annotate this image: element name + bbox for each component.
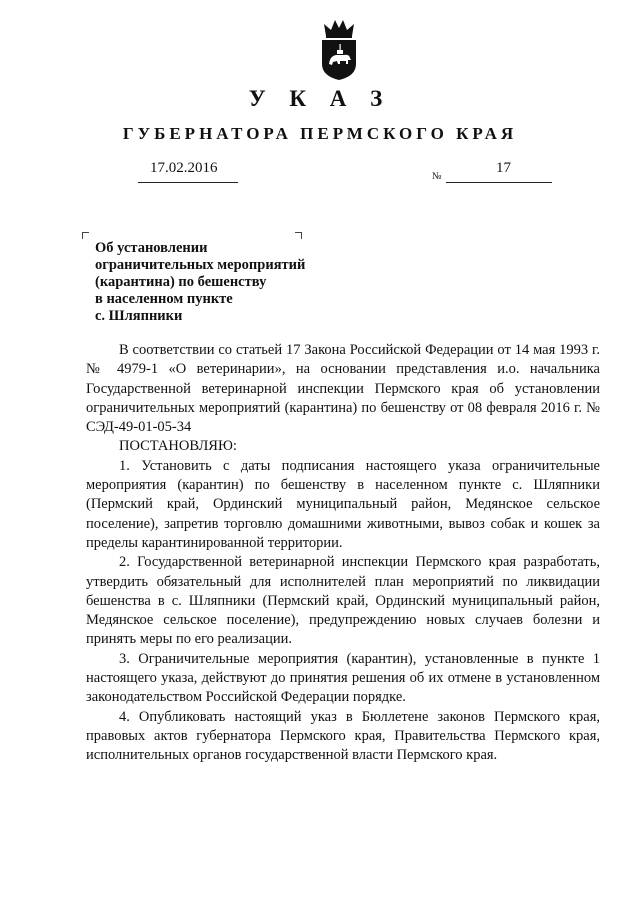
- perm-krai-coat-of-arms-icon: [318, 18, 360, 82]
- issuer-title: ГУБЕРНАТОРА ПЕРМСКОГО КРАЯ: [122, 124, 518, 143]
- preamble-paragraph: В соответствии со статьей 17 Закона Российской Федерации от 14 мая 1993 г. № 4979-1 «О ветеринарии», на основании представления и.о. начальника Государственной ветеринарной инспекции Пермского края об установлении ограничительных мероприятий (карантина) по бешенству от 08 февраля 2016 г. № СЭД-49-01-05-34: [86, 342, 600, 436]
- subject-line: ограничительных мероприятий: [95, 257, 306, 273]
- decree-item-1: 1. Установить с даты подписания настоящего указа ограничительные мероприятия (карантин) по бешенству в населенном пункте с. Шляпники (Пермский край, Ординский муниципальный район, Медянское сельское поселение), запретив торговлю домашними животными, вывоз собак и кошек за пределы карантинированной территории.: [86, 457, 600, 551]
- decree-body: [86, 341, 600, 766]
- number-label: №: [432, 171, 442, 182]
- subject-line: Об установлении: [95, 240, 208, 256]
- decree-item-4: 4. Опубликовать настоящий указ в Бюллетене законов Пермского края, правовых актов губернатора Пермского края, Правительства Пермского края, исполнительных органов государственной власти Пермского края.: [86, 708, 600, 764]
- decree-word: ПОСТАНОВЛЯЮ:: [119, 438, 237, 455]
- decree-item-3: 3. Ограничительные мероприятия (карантин), установленные в пункте 1 настоящего указа, действуют до принятия решения об их отмене в установленном законодательством Российской Федерации порядке.: [86, 650, 600, 706]
- decree-item-2: 2. Государственной ветеринарной инспекции Пермского края разработать, утвердить обязательный для исполнителей план мероприятий по ликвидации бешенства в с. Шляпники (Пермский край, Ординский муниципальный район, Медянское сельское поселение), предупреждению новых случаев болезни и принять меры по его реализации.: [86, 554, 600, 648]
- subject-line: (карантина) по бешенству: [95, 274, 267, 290]
- decree-date: 17.02.2016: [150, 160, 218, 176]
- subject-bracket-left: [82, 232, 89, 239]
- decree-subject: [95, 240, 335, 325]
- decree-number: 17: [496, 160, 511, 176]
- subject-line: с. Шляпники: [95, 308, 183, 324]
- date-underline: [138, 182, 238, 183]
- subject-bracket-right: [295, 232, 302, 239]
- subject-line: в населенном пункте: [95, 291, 233, 307]
- document-title: У К А З: [248, 86, 392, 111]
- number-underline: [446, 182, 552, 183]
